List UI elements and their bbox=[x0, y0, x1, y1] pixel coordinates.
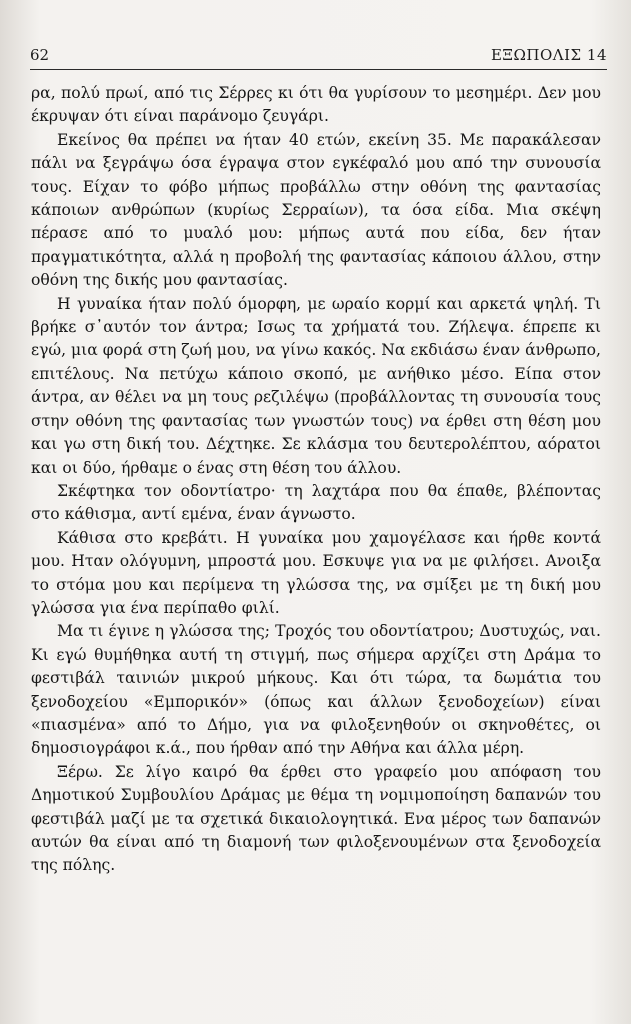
paragraph-3: Η γυναίκα ήταν πολύ όμορφη, με ωραίο κορμί και αρκετά ψηλή. Τι βρήκε σ᾽αυτόν τον άντρα; Ισως τα χρήματά του. Ζήλεψα. έπρεπε κι εγώ, μια φορά στη ζωή μου, να γίνω κακός. Να εκδιάσω έναν άνθρωπο, επιτέλους. Να πετύχω κάποιο σκοπό, με ανήθικο μέσο. Είπα στον άντρα, αν θέλει να μη τους ρεζιλέψω (προβάλλοντας τη συνουσία τους στην οθόνη της φαντασίας των γνωστών τους) να έρθει στη θέση μου και γω στη δική του. Δέχτηκε. Σε κλάσμα του δευτερολέπτου, αόρατοι και οι δύο, ήρθαμε ο ένας στη θέση του άλλου. bbox=[31, 294, 601, 477]
body-text bbox=[31, 82, 601, 878]
paragraph-6: Μα τι έγινε η γλώσσα της; Τροχός του οδοντίατρου; Δυστυχώς, ναι. Κι εγώ θυμήθηκα αυτή τη στιγμή, πως σήμερα αρχίζει στη Δράμα το φεστιβάλ ταινιών μικρού μήκους. Και ότι τώρα, τα δωμάτια του ξενοδοχείου «Εμπορικόν» (όπως και άλλων ξενοδοχείων) είναι «πιασμένα» από το Δήμο, για να φιλοξενηθούν οι σκηνοθέτες, οι δημοσιογράφοι κ.ά., που ήρθαν από την Αθήνα και άλλα μέρη. bbox=[31, 622, 601, 758]
paragraph-4: Σκέφτηκα τον οδοντίατρο· τη λαχτάρα που θα έπαθε, βλέποντας στο κάθισμα, αντί εμένα, έναν άγνωστο. bbox=[31, 481, 601, 524]
paragraph-1: ρα, πολύ πρωί, από τις Σέρρες κι ότι θα γυρίσουν το μεσημέρι. Δεν μου έκρυψαν ότι είναι παράνομο ζευγάρι. bbox=[31, 84, 601, 126]
paragraph-5: Κάθισα στο κρεβάτι. Η γυναίκα μου χαμογέλασε και ήρθε κοντά μου. Ηταν ολόγυμνη, μπροστά μου. Εσκυψε για να με φιλήσει. Ανοιξα το στόμα μου και περίμενα τη γλώσσα της, να σμίξει με τη δική μου γλώσσα για ένα περίπαθο φιλί. bbox=[31, 528, 601, 617]
page-number: 62 bbox=[30, 46, 50, 64]
header-rule bbox=[30, 69, 607, 70]
paragraph-7: Ξέρω. Σε λίγο καιρό θα έρθει στο γραφείο μου απόφαση του Δημοτικού Συμβουλίου Δράμας με θέμα τη νομιμοποίηση δαπανών του φεστιβάλ μαζί με τα σχετικά δικαιολογητικά. Ενα μέρος των δαπανών αυτών θα είναι από τη διαμονή των φιλοξενουμένων στα ξενοδοχεία της πόλης. bbox=[31, 762, 601, 875]
page-header bbox=[30, 46, 607, 68]
running-title: ΕΞΩΠΟΛΙΣ 14 bbox=[490, 46, 607, 64]
paragraph-2: Εκείνος θα πρέπει να ήταν 40 ετών, εκείνη 35. Με παρακάλεσαν πάλι να ξεγράψω όσα έγραψα στον εγκέφαλό μου από την συνουσία τους. Είχαν το φόβο μήπως προβάλλω στην οθόνη της φαντασίας κάποιων ανθρώπων (κυρίως Σερραίων), τα όσα είδα. Μια σκέψη πέρασε από το μυαλό μου: μήπως αυτά που είδα, δεν ήταν πραγματικότητα, αλλά η προβολή της φαντασίας κάποιου άλλου, στην οθόνη της δικής μου φαντασίας. bbox=[31, 130, 601, 290]
